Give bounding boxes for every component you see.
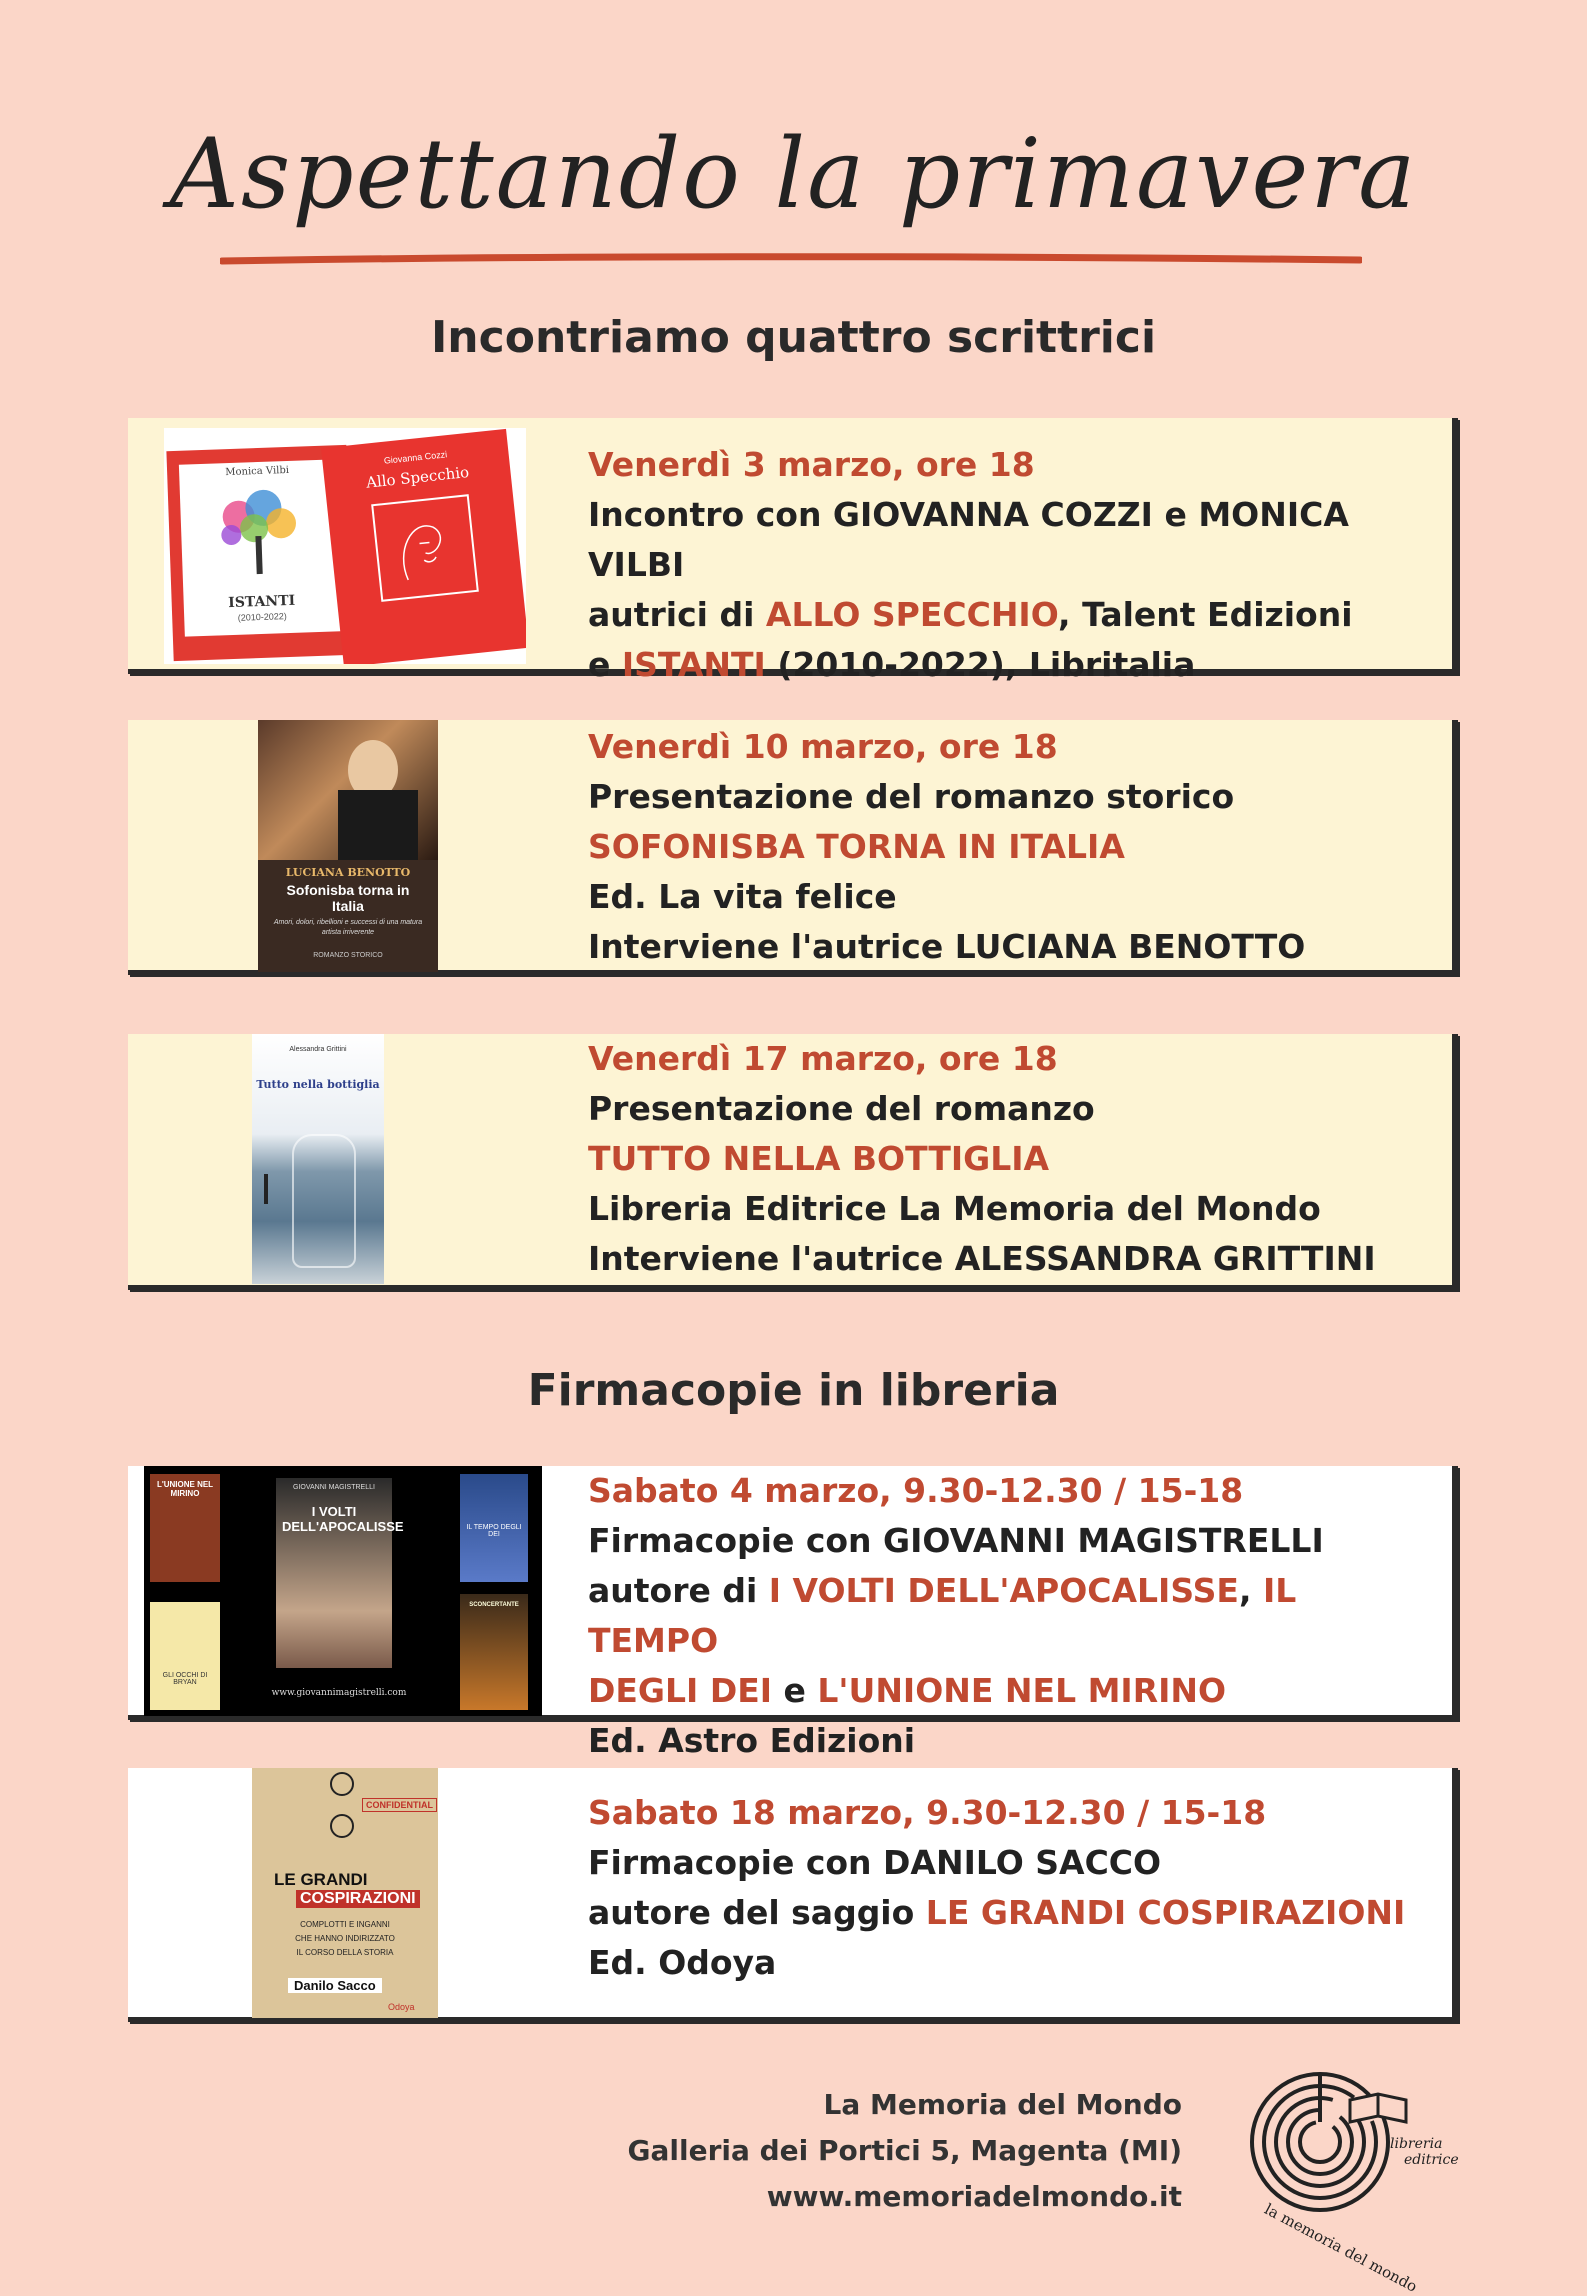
signing-card-2 [128,1768,1458,2022]
bottle-icon [292,1134,356,1268]
event-line: Firmacopie con DANILO SACCO [588,1843,1162,1882]
book-title: ALLO SPECCHIO [765,595,1059,634]
event-card-2 [128,720,1458,975]
event-1-text [588,440,1432,690]
event-date: Venerdì 10 marzo, ore 18 [588,727,1058,766]
event-line: autore di I VOLTI DELL'APOCALISSE, IL TEMPO [588,1571,1297,1660]
signing-card-1 [128,1466,1458,1760]
cover-sconcertante: SCONCERTANTE [460,1594,528,1710]
event-date: Venerdì 3 marzo, ore 18 [588,445,1035,484]
book-cover-magistrelli: L'UNIONE NEL MIRINO GLI OCCHI DI BRYAN GIOVANNI MAGISTRELLI I VOLTI DELL'APOCALISSE www.giovannimagistrelli.com IL TEMPO DEGLI DEI SCONCERTANTE [144,1466,542,1716]
book-title: TUTTO NELLA BOTTIGLIA [588,1139,1050,1178]
event-line: Presentazione del romanzo storico [588,777,1235,816]
book-title: SOFONISBA TORNA IN ITALIA [588,827,1125,866]
event-line: Interviene l'autrice LUCIANA BENOTTO [588,927,1306,966]
event-line: Firmacopie con GIOVANNI MAGISTRELLI [588,1521,1324,1560]
store-website[interactable]: www.memoriadelmondo.it [766,2180,1182,2213]
book-title: LE GRANDI COSPIRAZIONI [925,1893,1406,1932]
face-line-icon [370,493,480,603]
book-title: I VOLTI DELL'APOCALISSE [768,1571,1239,1610]
book-title: L'UNIONE NEL MIRINO [817,1671,1227,1710]
event-line: Incontro con GIOVANNA COZZI e MONICA VILBI [588,495,1349,584]
event-date: Sabato 18 marzo, 9.30-12.30 / 15-18 [588,1793,1267,1832]
event-line: Ed. Odoya [588,1943,777,1982]
store-address: Galleria dei Portici 5, Magenta (MI) [627,2134,1182,2167]
cover-istanti: Monica Vilbi ISTANTI (2010-2022) [166,445,353,661]
book-cover-istanti-allo-specchio [164,428,526,664]
store-name: La Memoria del Mondo [823,2088,1182,2121]
logo-text: la memoria del mondo [1261,2200,1421,2296]
event-line: Interviene l'autrice ALESSANDRA GRITTINI [588,1239,1376,1278]
event-3-text [588,1034,1432,1284]
book-cover-sofonisba: LUCIANA BENOTTO Sofonisba torna in Italia Amori, dolori, ribellioni e successi di una matura artista irriverente ROMANZO STORICO [258,720,438,972]
section-heading-signings: Firmacopie in libreria [527,1365,1060,1416]
event-line: Libreria Editrice La Memoria del Mondo [588,1189,1321,1228]
cover-tempo-degli-dei: IL TEMPO DEGLI DEI [460,1474,528,1582]
event-line: DEGLI DEI e L'UNIONE NEL MIRINO [588,1671,1227,1710]
logo-tag-editrice: editrice [1404,2152,1459,2168]
event-line: autore del saggio LE GRANDI COSPIRAZIONI [588,1893,1406,1932]
footer-address [628,2082,1182,2220]
confidential-stamp: CONFIDENTIAL [362,1798,437,1812]
event-date: Venerdì 17 marzo, ore 18 [588,1039,1058,1078]
book-title: IL TEMPO [588,1571,1297,1660]
event-line: autrici di ALLO SPECCHIO, Talent Edizioni [588,595,1353,634]
cover-allo-specchio: Giovanna Cozzi Allo Specchio [321,429,526,664]
event-card-1 [128,418,1458,684]
book-cover-grandi-cospirazioni: CONFIDENTIAL LE GRANDI COSPIRAZIONI COMPLOTTI E INGANNI CHE HANNO INDIRIZZATO IL CORSO DELLA STORIA Danilo Sacco Odoya [252,1768,438,2018]
event-2-text [588,722,1432,972]
tree-icon [208,484,311,577]
book-title: ISTANTI [621,645,766,684]
logo-tag-libreria: libreria [1390,2136,1443,2152]
event-line: Presentazione del romanzo [588,1089,1095,1128]
book-title: DEGLI DEI [588,1671,773,1710]
cover-occhi-di-bryan: GLI OCCHI DI BRYAN [150,1602,220,1710]
store-logo [1240,2060,1470,2296]
page-title: Aspettando la primavera [169,118,1418,230]
event-line: Ed. La vita felice [588,877,897,916]
signing-1-text [588,1466,1432,1766]
section-heading-meetings: Incontriamo quattro scrittrici [430,312,1157,363]
cover-volti-apocalisse: GIOVANNI MAGISTRELLI I VOLTI DELL'APOCALISSE [276,1478,392,1668]
event-line: Ed. Astro Edizioni [588,1721,916,1760]
event-card-3 [128,1034,1458,1290]
event-line: e ISTANTI (2010-2022), Libritalia [588,645,1196,684]
figure-silhouette [264,1174,268,1204]
event-date: Sabato 4 marzo, 9.30-12.30 / 15-18 [588,1471,1244,1510]
cover-unione-nel-mirino: L'UNIONE NEL MIRINO [150,1474,220,1582]
title-underline [220,252,1362,266]
book-cover-tutto-nella-bottiglia: Alessandra Grittini Tutto nella bottiglia [252,1034,384,1284]
signing-2-text [588,1788,1432,1988]
